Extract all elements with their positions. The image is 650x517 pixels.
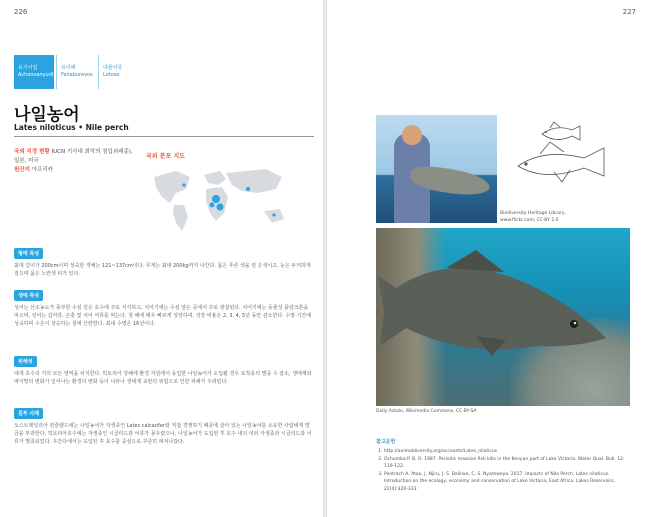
- section-badge-ecology: 생태 특성: [14, 290, 43, 301]
- status-label: 국외 지정 현황: [14, 149, 50, 155]
- title-divider: [14, 136, 314, 137]
- section-text-morphology: 최대 길이가 200cm이며 성숙한 개체는 121~137cm이다. 무게는 최대 200kg까지 나간다. 몸은 푸른 색을 띤 은색이고, 눈은 두꺼하게 검으며 몸은 노란색 띠가 있다.: [14, 263, 311, 277]
- section-cases: [14, 400, 314, 446]
- map-label: 국외 분포 지도: [146, 153, 185, 160]
- section-risk: [14, 348, 314, 386]
- section-morphology: [14, 240, 314, 278]
- photo-credit-top: Biodiversity Heritage Library, www.flickr.com, CC-BY 2.0: [500, 211, 566, 223]
- status-countries: 일본, 미국: [14, 158, 39, 164]
- status-block: [14, 148, 144, 175]
- references-heading: 참고문헌: [376, 439, 396, 445]
- tab-category-1: 유기어업 Achoovanyudi: [14, 55, 54, 89]
- species-title: 나일농어: [14, 105, 80, 125]
- book-gutter: [323, 0, 327, 517]
- category-tabs: [14, 55, 138, 89]
- native-label: 원산지: [14, 167, 30, 173]
- page-number-right: 227: [622, 8, 636, 16]
- section-text-cases: 오스트레일리아 퀸즐랜드에는 나일농어가 자생종인 Lates calcarifer와 직접 경쟁하기 때문에 살아 있는 나일농어를 소유한 사람에게 벌금을 부과한다. 빅토리아호수에는 자생종인 시클리드과 어류가 몽우렸으나, 나일농어가 도입된 후 호수 내의 여러 자생종과 시클리드과 어류가 멸종되었다. 우간다에서는 도입된 후 호수를 중심으로 꾸준히 퍼져나갔다.: [14, 423, 312, 445]
- native-text: 아프리카: [29, 167, 53, 173]
- section-ecology: [14, 282, 314, 328]
- reference-item: 2. Ochumba P. B. O. 1987. Periodic massive fish kills in the Kenyan part of Lake Victoria. Water Qual. Bull. 12: 119-122.: [384, 456, 630, 471]
- page-number-left: 226: [14, 8, 28, 16]
- section-text-ecology: 성어는 산소농도가 풍부한 수심 깊은 호수에 주로 서식하고, 치어기에는 수심 얕은 곳에서 주로 관찰된다. 치어기에는 동물성 플랑크톤을 먹으며, 성어는 갑각류, 곤충 및 치어 어류를 먹는다. 첫 해에 매우 빠르게 성장하며, 성장 비율은 2, 3, 4, 5년 동안 감소한다. 수명 기간에 성숙하며 수온이 상승하는 철에 산란한다. 최대 수명은 16년이다.: [14, 305, 312, 327]
- tab-category-2: 유어떼 Fanaburevos: [56, 55, 96, 89]
- references: [376, 438, 630, 493]
- section-badge-morphology: 형태 특성: [14, 248, 43, 259]
- underwater-fish-photo: [376, 228, 630, 406]
- fish-illustration: [510, 120, 620, 200]
- fisherman-photo: [376, 115, 497, 223]
- tab-category-3: 대물어류 Lotose: [98, 55, 138, 89]
- distribution-map: [146, 163, 296, 235]
- scientific-name: Lates niloticus • Nile perch: [14, 123, 129, 132]
- reference-item: 3. Pentrach A. Atao, J. Njiru, J. S. Balirwa, C. S. Nyamweya. 2017. Impacts of Nile Perch, Lates niloticus. Introduction on the ecology, economy and conservation of Lake Victoria, East Africa. Lakes Reservoirs, 22(4):320-333.: [384, 471, 630, 494]
- reference-item: 1. http://animaldiversity.org/accounts/Lates_niloticus: [384, 448, 630, 456]
- photo-credit-bottom: Dolly Aztalo, Wikimedia Commons, CC-BY-SA: [376, 409, 477, 414]
- section-badge-risk: 위해성: [14, 356, 37, 367]
- nile-perch-figure: [376, 228, 630, 406]
- status-text: IUCN 기사대 최악의 침입외래종),: [49, 149, 133, 155]
- section-text-risk: 대개 호수의 거의 모든 영역을 차지한다. 빅토리아 강해에 환경 자원에서 유입한 나일농어가 도입될 경우 토착종의 멸종 수 감소, 생태계와 먹이망의 변화가 일어나는 환경의 변화 등이 나타나 생태계 교란의 위험으로 인한 피해가 우려된다.: [14, 371, 312, 385]
- section-badge-cases: 침투 사례: [14, 408, 43, 419]
